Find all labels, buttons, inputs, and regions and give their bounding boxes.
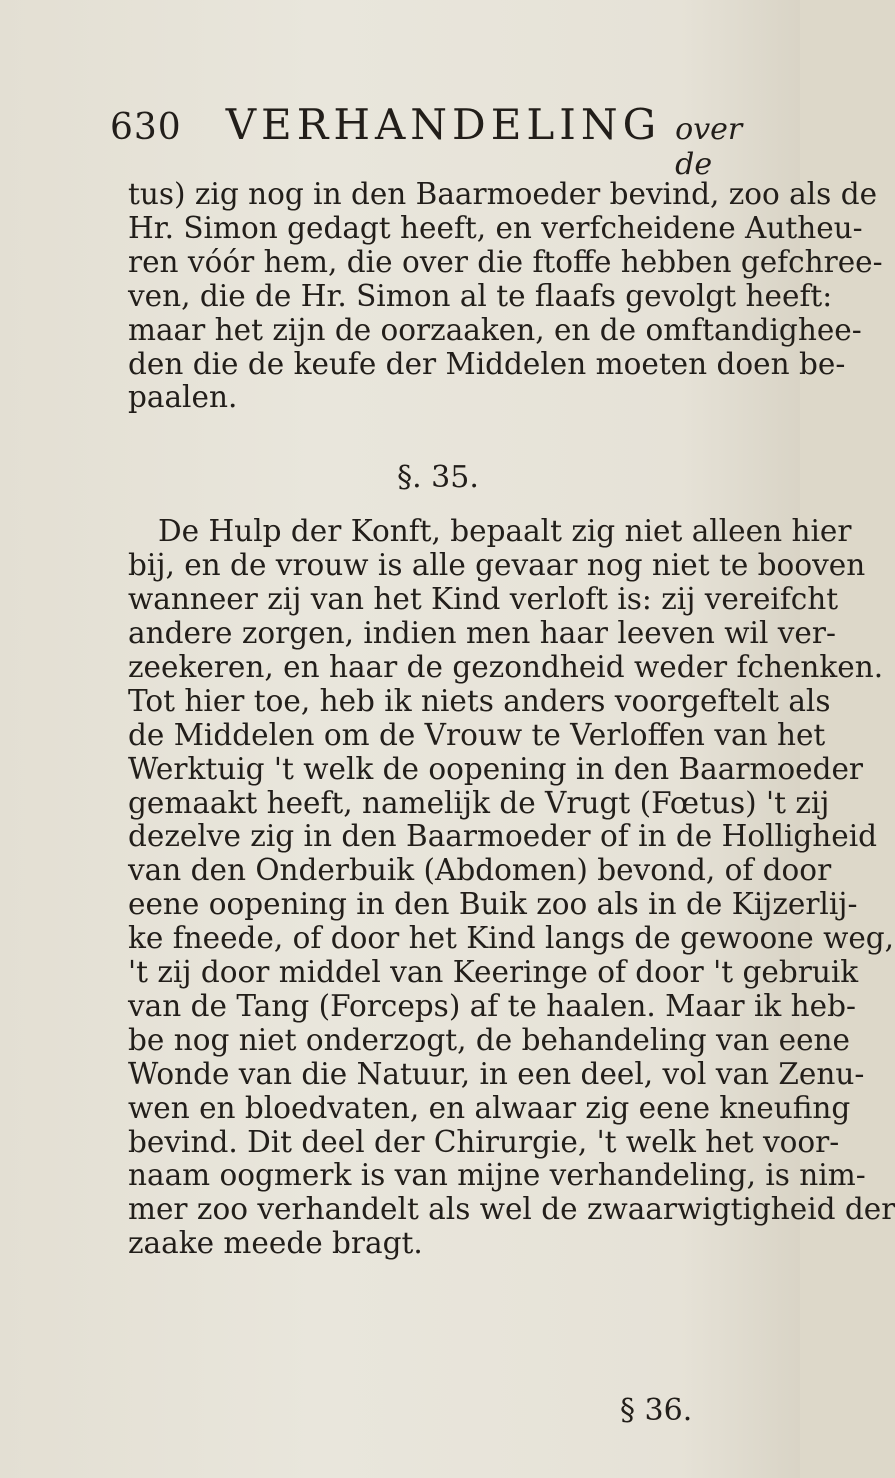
text-line: van de Tang (Forceps) af te haalen. Maar ik heb- [128, 988, 856, 1023]
text-line: naam oogmerk is van mijne verhandeling, is nim- [128, 1158, 866, 1193]
text-line: Wonde van die Natuur, in een deel, vol van Zenu- [128, 1056, 865, 1091]
text-line: Tot hier toe, heb ik niets anders voorgeftelt als [128, 683, 831, 718]
text-line: De Hulp der Konft, bepaalt zig niet alleen hier [158, 514, 852, 549]
text-line: ke fneede, of door het Kind langs de gewoone weg, [128, 921, 895, 956]
text-line: ren vóór hem, die over die ftoffe hebben gefchree- [128, 244, 883, 279]
text-line: eene oopening in den Buik zoo als in de Kijzerlij- [128, 887, 858, 922]
text-line: van den Onderbuik (Abdomen) bevond, of door [128, 853, 832, 888]
text-line: paalen. [128, 380, 238, 415]
catchword: § 36. [620, 1393, 693, 1428]
page-number: 630 [110, 107, 182, 148]
text-line: Hr. Simon gedagt heeft, en verfcheidene Autheu- [128, 210, 863, 245]
text-line: be nog niet onderzogt, de behandeling van eene [128, 1022, 850, 1057]
page-header [110, 100, 743, 182]
page-body [128, 177, 895, 1261]
text-line: den die de keufe der Middelen moeten doen be- [128, 346, 846, 381]
text-line: de Middelen om de Vrouw te Verloffen van het [128, 717, 826, 752]
text-line: mer zoo verhandelt als wel de zwaarwigtigheid der [128, 1192, 895, 1227]
text-line: wen en bloedvaten, en alwaar zig eene kneufing [128, 1090, 851, 1125]
text-line: ven, die de Hr. Simon al te flaafs gevolgt heeft: [128, 278, 833, 313]
text-line: 't zij door middel van Keeringe of door 't gebruik [128, 955, 859, 990]
paragraph-continued [128, 177, 883, 415]
running-subtitle: over de [675, 112, 743, 182]
text-line: zeekeren, en haar de gezondheid weder fchenken. [128, 649, 884, 684]
text-line: bij, en de vrouw is alle gevaar nog niet te booven [128, 548, 866, 583]
section-heading: §. 35. [397, 460, 479, 496]
text-line: bevind. Dit deel der Chirurgie, 't welk het voor- [128, 1124, 840, 1159]
text-line: tus) zig nog in den Baarmoeder bevind, zoo als de [128, 177, 878, 211]
running-title: VERHANDELING [225, 100, 662, 149]
text-line: gemaakt heeft, namelijk de Vrugt (Fœtus) 't zij [128, 785, 830, 820]
text-line: wanneer zij van het Kind verloft is: zij vereifcht [128, 582, 839, 617]
text-line: maar het zijn de oorzaaken, en de omftandighee- [128, 312, 862, 347]
text-line: dezelve zig in den Baarmoeder of in de Holligheid [128, 819, 878, 854]
text-line: zaake meede bragt. [128, 1226, 423, 1261]
text-line: Werktuig 't welk de oopening in den Baarmoeder [128, 751, 864, 786]
paragraph-section-35 [128, 514, 895, 1261]
text-line: andere zorgen, indien men haar leeven wil ver- [128, 615, 836, 650]
